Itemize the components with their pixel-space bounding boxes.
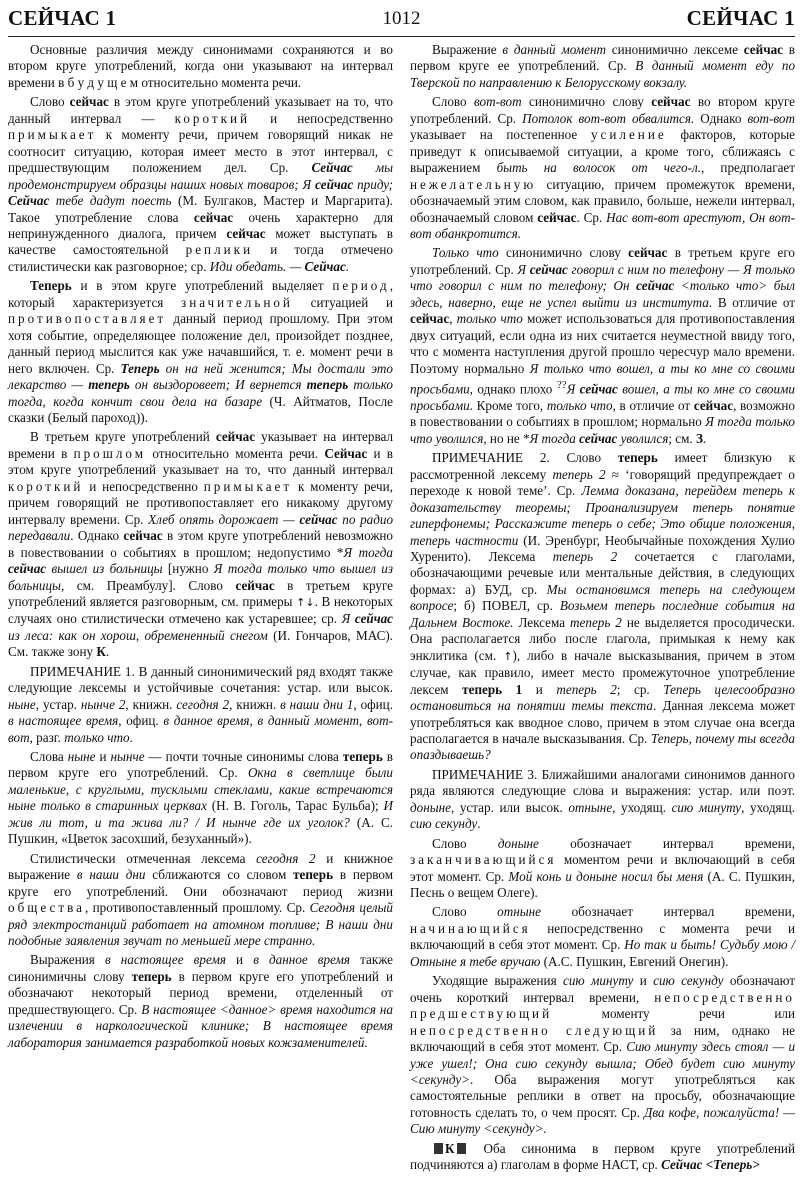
page-number: 1012 [382,8,421,29]
running-head-left: СЕЙЧАС 1 [8,6,117,30]
paragraph: Слово вот-вот синонимично слову сейчас во втором круге употреблений. Ср. Потолок вот-вот обвалится. Однако вот-вот указывает на постепенное усиление факторов, которые приведут к описываемой ситуации, а кроме того, сближаясь с выражением быть на волосок от чего-л., предполагает нежелательную ситуацию, причем промежуток времени, обозначаемый этим словом, как правило, больше, нежели интервал, обозначаемый словом сейчас. Ср. Нас вот-вот арестуют, Он вот-вот обанкротится. [410,94,795,241]
note-paragraph: ПРИМЕЧАНИЕ 3. Ближайшими аналогами синонимов данного ряда являются следующие слова и выражения: устар. или поэт. доныне, устар. или высок. отныне, уходящ. сию минуту, уходящ. сию секунду. [410,766,795,832]
paragraph: Основные различия между синонимами сохраняются и во втором круге употреблений, когда они указывают на интервал времени в б у д у щ е м относительно момента речи. [8,42,393,90]
zone-k-paragraph: К Оба синонима в первом круге употреблений подчиняются а) глаголам в форме НАСТ, ср. Сейчас <Теперь> [410,1140,795,1173]
paragraph: Выражение в данный момент синонимично лексеме сейчас в первом круге ее употреблений. Ср. В данный момент еду по Тверской по направлению к Белорусскому вокзалу. [410,42,796,90]
running-head-right: СЕЙЧАС 1 [686,6,795,30]
paragraph: Слово отныне обозначает интервал времени, начинающийся непосредственно с момента речи и включающий в себя этот момент. Ср. Но так и быть! Судьбу мою / Отныне я тебе вручаю (А.С. Пушкин, Евгений Онегин). [410,904,796,969]
paragraph: Выражения в настоящее время и в данное время также синонимичны слову теперь в первом круге его употреблений и обозначают некоторый период времени, отделенный от предшествующего. Ср. В настоящее <данное> время находится на излечении в наркологической клинике; В настоящее время лаборатория занимается разработкой новых кожзаменителей. [8,952,393,1050]
paragraph: Теперь и в этом круге употреблений выделяет период, который характеризуется значительной ситуацией и противопоставляет данный период прошлому. При этом хотя событие, определяющее положение дел, произойдет позднее, данный период мыслится как уже начавшийся, т. е. момент речи в него включен. Ср. Теперь он на ней женится; Мы достали это лекарство — теперь он выздоровеет; И вернется теперь только тогда, когда кончит свои дела на базаре (Ч. Айтматов, После сказки (Белый пароход)). [8,278,394,425]
paragraph: Уходящие выражения сию минуту и сию секунду обозначают очень короткий интервал времени, непосредственно предшествующий моменту речи или непосредственно следующий за ним, однако не включающий в себя этот момент. Ср. Сию минуту здесь стоял — и уже ушел!; Она сию секунду вышла; Обед будет сию минуту <секунду>. Оба выражения могут употребляться как самостоятельные реплики в ответ на просьбу, обозначающие готовность сделать то, о чем просят. Ср. Два кофе, пожалуйста! — Сию минуту <секунду>. [410,973,796,1137]
right-column [410,42,795,1177]
paragraph: В третьем круге употреблений сейчас указывает на интервал времени в прошлом относительно момента речи. Сейчас и в этом круге употреблений указывает на то, что данный интервал короткий и непосредственно примыкает к моменту речи, причем говорящий не противопоставляет его никакому другому интервалу времени. Ср. Хлеб опять дорожает — сейчас по радио передавали. Однако сейчас в этом круге употреблений невозможно в повествовании о событиях в прошлом; недопустимо *Я тогда сейчас вышел из больницы [нужно Я тогда только что вышел из больницы, см. Преамбулу]. Слово сейчас в третьем круге употреблений является разговорным, см. примеры ↑↓. В некоторых случаях оно стилистически отмечено как устаревшее; ср. Я сейчас из леса: как он хорош, обремененный снегом (И. Гончаров, МАС). См. также зону К. [8,429,394,660]
left-column [8,42,393,1054]
paragraph: Стилистически отмеченная лексема сегодня 2 и книжное выражение в наши дни сближаются со словом теперь в первом круге его употреблений. Они обозначают период жизни общества, противопоставленный прошлому. Ср. Сегодня целый ряд электростанций работает на атомном топливе; В наши дни подобные заявления звучат по меньшей мере странно. [8,850,394,949]
paragraph: Слово сейчас в этом круге употреблений указывает на то, что данный интервал — короткий и непосредственно примыкает к моменту речи, причем говорящий никак не соотносит ситуацию, которая имеет место в этот интервал, с предшествующим положением дел. Ср. Сейчас мы продемонстрируем образцы наших новых товаров; Я сейчас приду; Сейчас тебе дадут поесть (М. Булгаков, Мастер и Маргарита). Такое употребление слова сейчас очень характерно для непринужденного диалога, причем сейчас может выступать в качестве самостоятельной реплики и тогда отмечено стилистически как разговорное; ср. Иди обедать. — Сейчас. [8,94,394,274]
running-header [8,6,795,37]
note-paragraph: ПРИМЕЧАНИЕ 1. В данный синонимический ряд входят также следующие лексемы и устойчивые сочетания: устар. или высок. ныне, устар. нынче 2, книжн. сегодня 2, книжн. в наши дни 1, офиц. в настоящее время, офиц. в данное время, в данный момент, вот-вот, разг. только что. [8,663,393,745]
note-paragraph: ПРИМЕЧАНИЕ 2. Слово теперь имеет близкую к рассмотренной лексему теперь 2 ≈ ‘говорящий предупреждает о переходе к новой теме’. Ср. Лемма доказана, перейдем теперь к доказательству теоремы; Проанализируем теперь понятие гиперфонемы; Расскажите теперь о себе; Это общие положения, теперь частности (И. Эренбург, Необычайные похождения Хулио Хуренито). Лексема теперь 2 сочетается с глаголами, обозначающими речевые или ментальные действия, в следующих формах: а) БУД, ср. Мы остановимся теперь на следующем вопросе; б) ПОВЕЛ, ср. Возьмем теперь последние события на Дальнем Востоке. Лексема теперь 2 не выделяется просодически. Она располагается либо после глагола, примыкая к нему как энклитика (см. ↑), либо в начале высказывания, причем в этом случае, как правило, имеет место промежуточное употребление лексем теперь 1 и теперь 2; ср. Теперь целесообразно остановиться на понятии темы текста. Данная лексема может употребляться как вводное слово, причем в этом случае она всегда располагается в начале высказывания. Ср. Теперь, почему ты всегда опаздываешь? [410,450,796,763]
paragraph: Только что синонимично слову сейчас в третьем круге его употреблений. Ср. Я сейчас говорил с ним по телефону — Я только что говорил с ним по телефону; Он сейчас <только что> был здесь, наверно, еще не успел выйти из института. В отличие от сейчас, только что может использоваться для противопоставления двух ситуаций, если одна из них считается неуместной ввиду того, что с момента наступления другой прошло чересчур мало времени. Поэтому нормально Я только что вошел, а ты ко мне со своими просьбами, однако плохо ??Я сейчас вошел, а ты ко мне со своими просьбами. Кроме того, только что, в отличие от сейчас, возможно в повествовании о событиях в прошлом; нормально Я тогда только что уволился, но не *Я тогда сейчас уволился; см. З. [410,245,796,446]
paragraph: Слова ныне и нынче — почти точные синонимы слова теперь в первом круге его употреблений. Ср. Окна в светлице были маленькие, с круглыми, тусклыми стеклами, какие встречаются ныне только в старинных церквах (Н. В. Гоголь, Тарас Бульба); И жив ли тот, и та жива ли? / И нынче где их уголок? (А. С. Пушкин, «Цветок засохший, безуханный»). [8,749,393,847]
paragraph: Слово доныне обозначает интервал времени, заканчивающийся моментом речи и включающий в себя этот момент. Ср. Мой конь и доныне носил бы меня (А. С. Пушкин, Песнь о вещем Олеге). [410,835,795,901]
